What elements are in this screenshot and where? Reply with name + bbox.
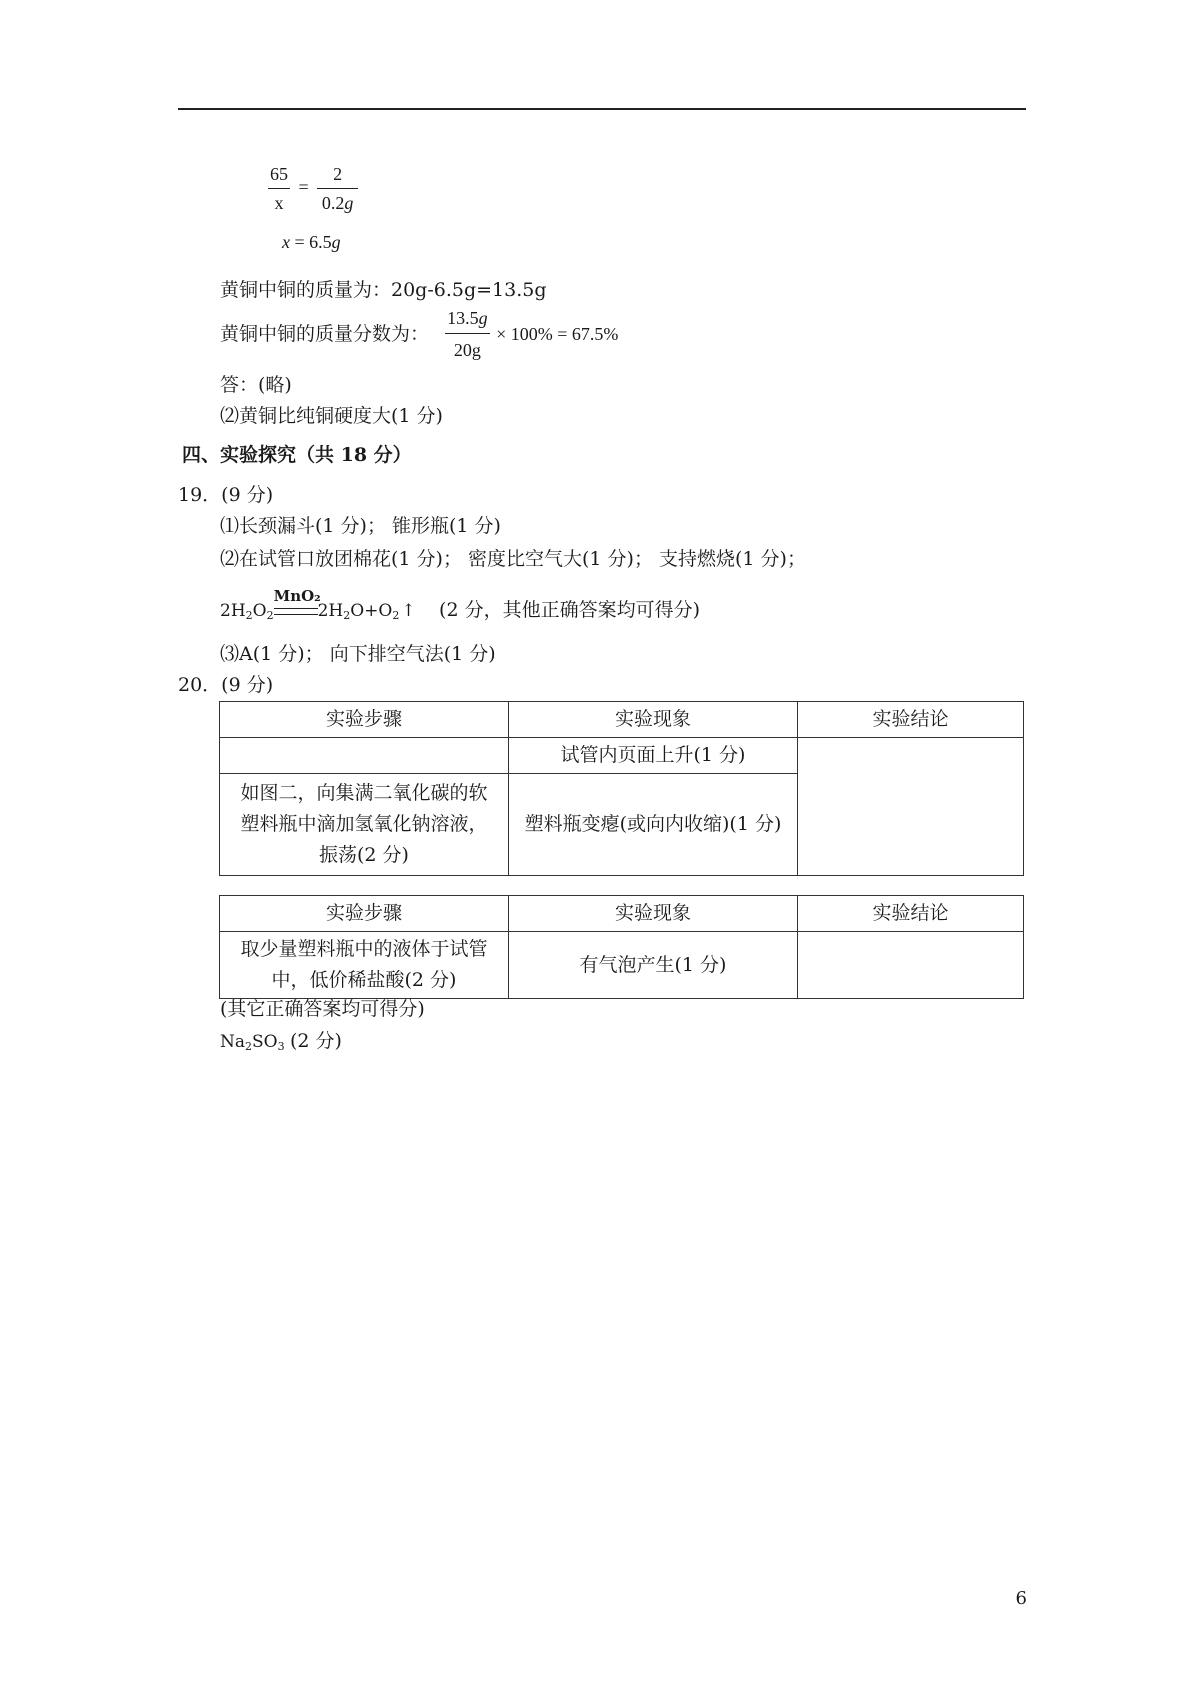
phenomenon-cell: 塑料瓶变瘪(或向内收缩)(1 分) [509, 774, 798, 876]
step-cell: 如图二，向集满二氧化碳的软塑料瓶中滴加氢氧化钠溶液，振荡(2 分) [220, 774, 509, 876]
table-row [220, 932, 1024, 999]
catalyst-mark: MnO₂ [274, 598, 318, 622]
header-step: 实验步骤 [220, 702, 509, 738]
header-phenomenon: 实验现象 [509, 896, 798, 932]
q19-part1: ⑴长颈漏斗(1 分)； 锥形瓶(1 分) [220, 515, 501, 537]
q19-part2: ⑵在试管口放团棉花(1 分)； 密度比空气大(1 分)； 支持燃烧(1 分)； [220, 548, 806, 570]
table-row [220, 738, 1024, 774]
q20-header: 20．(9 分) [178, 674, 274, 696]
section-heading: 四、实验探究（共 18 分） [182, 444, 412, 466]
header-conclusion: 实验结论 [798, 702, 1024, 738]
step-cell-empty [220, 738, 509, 774]
alternative-answers-note: (其它正确答案均可得分) [220, 998, 425, 1020]
phenomenon-cell: 试管内页面上升(1 分) [509, 738, 798, 774]
proportion-equation [268, 164, 358, 214]
page-number: 6 [1015, 1588, 1027, 1609]
formula-answer: $Na_2SO_3$ (2 分) [220, 1030, 342, 1053]
header-phenomenon: 实验现象 [509, 702, 798, 738]
q19-part3: ⑶A(1 分)； 向下排空气法(1 分) [220, 643, 496, 665]
experiment-table-2 [219, 895, 1024, 999]
phenomenon-cell: 有气泡产生(1 分) [509, 932, 798, 999]
q19-header: 19．(9 分) [178, 484, 274, 506]
header-conclusion: 实验结论 [798, 896, 1024, 932]
x-result: x = 6.5g [282, 232, 341, 252]
copper-fraction-line: 黄铜中铜的质量分数为： $\frac{13.5g}{20g}$ × 100% = 67.5% [220, 308, 619, 360]
header-rule [178, 108, 1026, 110]
fraction-65-over-x: $\frac{65}{x}$ [270, 164, 288, 213]
conclusion-cell [798, 738, 1024, 876]
table-header-row [220, 896, 1024, 932]
header-step: 实验步骤 [220, 896, 509, 932]
step-cell: 取少量塑料瓶中的液体于试管中，低价稀盐酸(2 分) [220, 932, 509, 999]
experiment-table-1 [219, 701, 1024, 876]
answer-line: 答：(略) [220, 374, 292, 396]
equals-sign: = [298, 177, 309, 198]
conclusion-cell [798, 932, 1024, 999]
fraction-2-over-0.2g: $\frac{2}{0.2g}$ [317, 164, 358, 214]
chemical-equation: $2H_2O_2$ MnO₂ $2H_2O+O_2$ ↑ (2 分，其他正确答案均可得分) [220, 587, 700, 622]
fraction-13.5g-over-20g: $\frac{13.5g}{20g}$ [447, 308, 488, 360]
q18-part2-answer: ⑵黄铜比纯铜硬度大(1 分) [220, 405, 443, 427]
table-header-row [220, 702, 1024, 738]
copper-mass-line: 黄铜中铜的质量为：20g-6.5g=13.5g [220, 279, 547, 301]
